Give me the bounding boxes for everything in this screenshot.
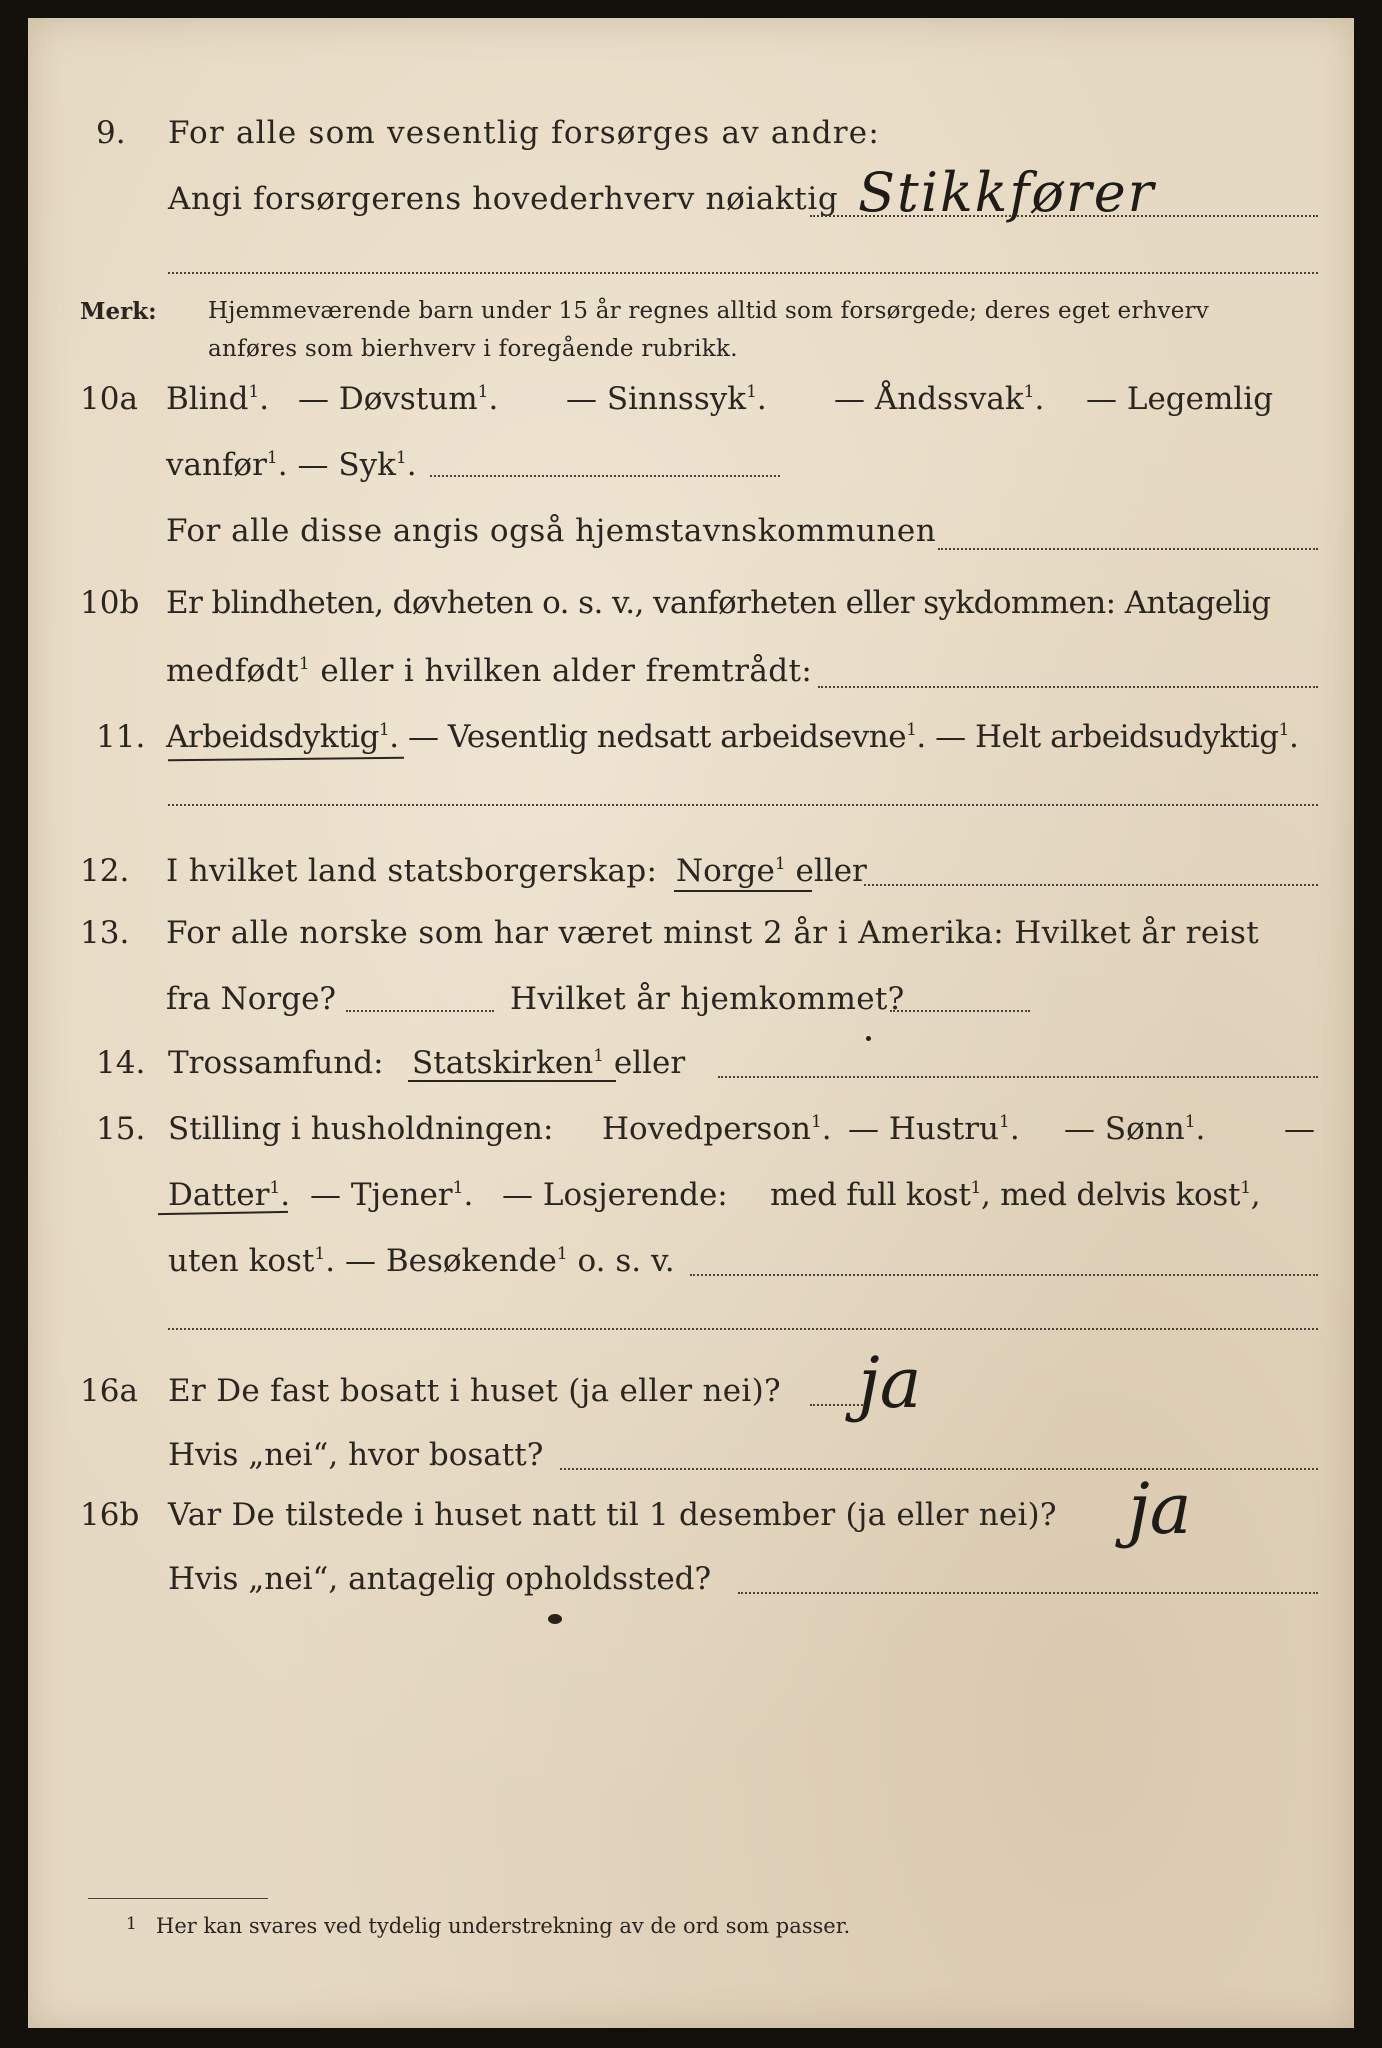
q15-hustru: — Hustru$^1$. (848, 1111, 1020, 1147)
q9-line1: For alle som vesentlig forsørges av andre: (168, 115, 880, 151)
census-form-page (28, 18, 1354, 2028)
q10b-line1: Er blindheten, døvheten o. s. v., vanførheten eller sykdommen: Antagelig (166, 585, 1271, 621)
q12-underline-norge (674, 890, 812, 892)
footnote-mark: 1 (126, 1914, 137, 1934)
q16b-number: 16b (80, 1497, 140, 1533)
q15-stilling: Stilling i husholdningen: (168, 1111, 554, 1147)
q9-extra-line (168, 272, 1318, 274)
q12-answer-line (864, 884, 1318, 886)
q15-uten-kost: uten kost$^1$. — Besøkende$^1$ o. s. v. (168, 1243, 675, 1279)
q15-losjerende: — Losjerende: (502, 1177, 728, 1213)
q12-norge: Norge$^1$ eller (676, 853, 867, 889)
merk-line1: Hjemmeværende barn under 15 år regnes alltid som forsørgede; deres eget erhverv (208, 298, 1209, 324)
q11-options: Arbeidsdyktig$^1$. — Vesentlig nedsatt arbeidsevne$^1$. — Helt arbeidsudyktig$^1$. (166, 719, 1299, 755)
q15-number: 15. (96, 1111, 146, 1147)
q10a-blind: Blind$^1$. (166, 381, 270, 417)
q11-extra-line (168, 804, 1318, 806)
q12-text: I hvilket land statsborgerskap: (166, 853, 658, 889)
q16b-line2: Hvis „nei“, antagelig opholdssted? (168, 1561, 712, 1597)
q10a-number: 10a (80, 381, 138, 417)
q15-hovedperson: Hovedperson$^1$. (602, 1111, 832, 1147)
q10a-hjemstavn-line (938, 548, 1318, 550)
q10a-sinnssyk: — Sinnssyk$^1$. (566, 381, 767, 417)
ink-spot (866, 1036, 871, 1041)
q16a-handwritten-answer: ja (858, 1342, 922, 1424)
q15-sonn: — Sønn$^1$. (1064, 1111, 1206, 1147)
q10a-vanfor: vanfør$^1$. — Syk$^1$. (166, 447, 417, 483)
q16b-handwritten-answer: ja (1128, 1468, 1192, 1550)
q13-hjemkommet: Hvilket år hjemkommet? (510, 981, 905, 1017)
q13-fra-norge: fra Norge? (166, 981, 337, 1017)
q15-tjener: — Tjener$^1$. (310, 1177, 474, 1213)
q15-kost: med full kost$^1$, med delvis kost$^1$, (770, 1177, 1261, 1213)
q13-hjemkommet-line (890, 1010, 1030, 1012)
q11-underline-arbeidsdyktig (168, 757, 404, 761)
q13-reist-line (346, 1010, 494, 1012)
q10a-dovstum: — Døvstum$^1$. (298, 381, 499, 417)
footnote-text: Her kan svares ved tydelig understrekning av de ord som passer. (156, 1914, 851, 1938)
q13-number: 13. (80, 915, 130, 951)
merk-line2: anføres som bierhverv i foregående rubrikk. (208, 336, 738, 362)
q10a-syk-line (430, 475, 780, 477)
q10a-line3: For alle disse angis også hjemstavnskommunen (166, 513, 937, 549)
merk-label: Merk: (80, 298, 157, 325)
q16b-opholdssted-line (738, 1592, 1318, 1594)
q14-answer-line (718, 1076, 1318, 1078)
q16b-line1: Var De tilstede i huset natt til 1 desember (ja eller nei)? (168, 1497, 1057, 1533)
ink-spot (548, 1614, 562, 1624)
footnote-rule (88, 1898, 268, 1899)
q16a-bosatt-line (560, 1468, 1318, 1470)
q15-answer-line (690, 1274, 1318, 1276)
q15-dash: — (1284, 1111, 1315, 1147)
q14-underline-statskirken (408, 1080, 616, 1082)
q15-extra-line (168, 1328, 1318, 1330)
q10b-line2: medfødt$^1$ eller i hvilken alder fremtrådt: (166, 653, 813, 689)
q13-line1: For alle norske som har været minst 2 år i Amerika: Hvilket år reist (166, 915, 1260, 951)
q10a-andssvak: — Åndssvak$^1$. (834, 381, 1045, 417)
q10a-legemlig: — Legemlig (1086, 381, 1274, 417)
q10b-answer-line (818, 686, 1318, 688)
q14-label: Trossamfund: (168, 1045, 384, 1081)
q9-handwritten-answer: Stikkfører (858, 161, 1156, 224)
q12-number: 12. (80, 853, 130, 889)
q16a-line2: Hvis „nei“, hvor bosatt? (168, 1437, 544, 1473)
q16a-number: 16a (80, 1373, 138, 1409)
q9-number: 9. (96, 115, 126, 151)
q9-line2: Angi forsørgerens hovederhverv nøiaktig (168, 181, 839, 217)
q14-number: 14. (96, 1045, 146, 1081)
q15-datter: Datter$^1$. (168, 1177, 291, 1213)
q11-number: 11. (96, 719, 146, 755)
q16a-line1: Er De fast bosatt i huset (ja eller nei)? (168, 1373, 781, 1409)
q10b-number: 10b (80, 585, 140, 621)
q14-statskirken: Statskirken$^1$ eller (412, 1045, 686, 1081)
